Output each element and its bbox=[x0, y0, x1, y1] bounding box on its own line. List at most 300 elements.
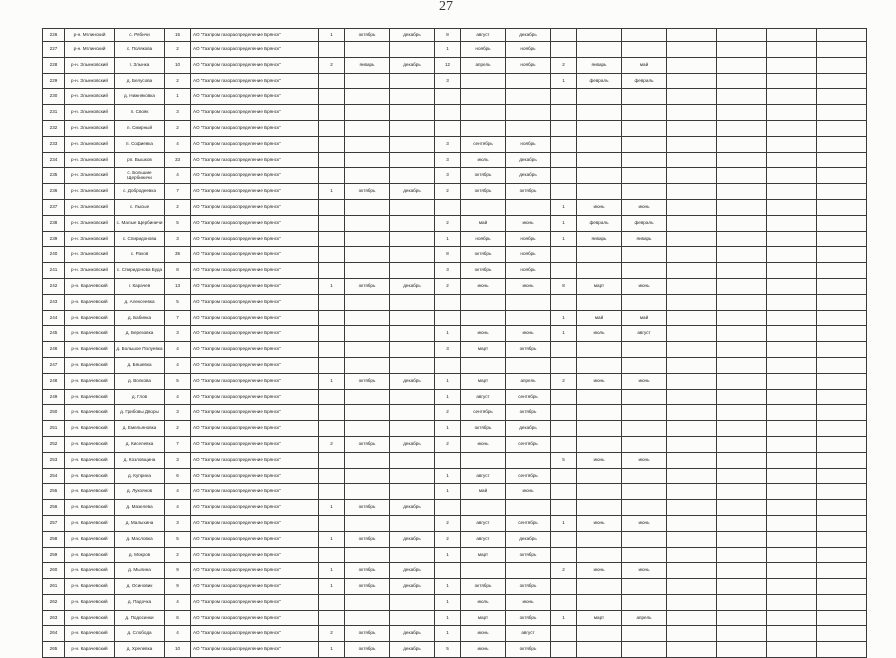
table-cell: май bbox=[461, 484, 506, 500]
table-cell bbox=[345, 515, 390, 531]
table-cell bbox=[390, 310, 435, 326]
table-cell bbox=[345, 263, 390, 279]
table-cell bbox=[577, 405, 622, 421]
table-cell bbox=[667, 326, 717, 342]
table-cell: октябрь bbox=[506, 579, 551, 595]
table-cell: ноябрь bbox=[506, 231, 551, 247]
table-cell: декабрь bbox=[390, 531, 435, 547]
table-cell bbox=[390, 136, 435, 152]
table-cell: 1 bbox=[551, 199, 577, 215]
table-cell bbox=[577, 342, 622, 358]
table-cell bbox=[767, 610, 817, 626]
table-cell: сентябрь bbox=[506, 515, 551, 531]
table-cell: декабрь bbox=[390, 57, 435, 73]
table-cell: п. Софиевка bbox=[115, 136, 165, 152]
table-cell: 2 bbox=[435, 531, 461, 547]
table-cell bbox=[345, 421, 390, 437]
table-cell bbox=[551, 247, 577, 263]
table-cell: февраль bbox=[577, 215, 622, 231]
table-cell bbox=[767, 500, 817, 516]
table-cell bbox=[767, 389, 817, 405]
table-cell bbox=[717, 278, 767, 294]
table-cell: АО "Газпром газораспределение Брянск" bbox=[191, 105, 319, 121]
table-cell bbox=[717, 626, 767, 642]
table-cell: июнь bbox=[622, 373, 667, 389]
table-cell: 33 bbox=[165, 152, 191, 168]
table-cell bbox=[622, 136, 667, 152]
table-cell bbox=[435, 89, 461, 105]
table-cell: 2 bbox=[319, 626, 345, 642]
table-cell: 257 bbox=[43, 515, 65, 531]
table-cell: с. Добродеевка bbox=[115, 184, 165, 200]
table-cell bbox=[817, 436, 867, 452]
table-cell bbox=[817, 168, 867, 184]
table-cell bbox=[622, 389, 667, 405]
table-cell bbox=[390, 152, 435, 168]
table-cell bbox=[345, 294, 390, 310]
table-row bbox=[43, 389, 867, 405]
table-cell bbox=[667, 436, 717, 452]
table-cell bbox=[319, 421, 345, 437]
table-cell: с. Рябичи bbox=[115, 29, 165, 42]
table-cell bbox=[817, 594, 867, 610]
table-cell bbox=[319, 73, 345, 89]
table-cell bbox=[390, 215, 435, 231]
table-cell bbox=[817, 563, 867, 579]
table-cell: 1 bbox=[435, 579, 461, 595]
table-cell bbox=[667, 184, 717, 200]
table-cell: июнь bbox=[461, 436, 506, 452]
table-cell: ноябрь bbox=[506, 247, 551, 263]
table-cell bbox=[717, 373, 767, 389]
table-row bbox=[43, 120, 867, 136]
table-cell: 1 bbox=[551, 610, 577, 626]
table-cell bbox=[319, 468, 345, 484]
table-cell bbox=[717, 579, 767, 595]
table-cell bbox=[551, 531, 577, 547]
table-cell: февраль bbox=[622, 215, 667, 231]
table-cell bbox=[319, 136, 345, 152]
table-cell bbox=[817, 120, 867, 136]
table-cell: июнь bbox=[461, 326, 506, 342]
table-cell: июнь bbox=[461, 626, 506, 642]
table-cell bbox=[319, 515, 345, 531]
table-cell bbox=[667, 642, 717, 658]
table-cell bbox=[577, 152, 622, 168]
table-cell: 1 bbox=[319, 579, 345, 595]
table-cell: р-н. Злынковский bbox=[65, 120, 115, 136]
table-cell bbox=[345, 484, 390, 500]
table-cell: р-н. Злынковский bbox=[65, 231, 115, 247]
table-cell bbox=[551, 642, 577, 658]
table-cell bbox=[390, 405, 435, 421]
table-cell: 265 bbox=[43, 642, 65, 658]
table-cell bbox=[577, 184, 622, 200]
table-cell: октябрь bbox=[461, 168, 506, 184]
table-cell bbox=[345, 342, 390, 358]
table-cell: р-н. Злынковский bbox=[65, 263, 115, 279]
table-cell: октябрь bbox=[345, 500, 390, 516]
table-cell: 1 bbox=[551, 515, 577, 531]
table-cell: 1 bbox=[319, 531, 345, 547]
table-cell: 2 bbox=[551, 373, 577, 389]
table-cell: д. Падочка bbox=[115, 594, 165, 610]
table-cell bbox=[817, 579, 867, 595]
gasification-schedule-table bbox=[42, 28, 867, 658]
table-cell: 256 bbox=[43, 500, 65, 516]
table-cell: октябрь bbox=[506, 642, 551, 658]
table-row bbox=[43, 278, 867, 294]
table-cell bbox=[717, 215, 767, 231]
table-cell bbox=[717, 73, 767, 89]
table-cell: октябрь bbox=[506, 184, 551, 200]
table-cell bbox=[767, 421, 817, 437]
table-cell: АО "Газпром газораспределение Брянск" bbox=[191, 42, 319, 58]
table-cell bbox=[577, 120, 622, 136]
table-row bbox=[43, 136, 867, 152]
table-cell: АО "Газпром газораспределение Брянск" bbox=[191, 563, 319, 579]
table-cell bbox=[622, 342, 667, 358]
table-cell bbox=[319, 247, 345, 263]
table-cell: декабрь bbox=[506, 168, 551, 184]
table-cell: март bbox=[577, 610, 622, 626]
table-cell: 1 bbox=[319, 278, 345, 294]
table-cell bbox=[767, 626, 817, 642]
table-cell: декабрь bbox=[390, 642, 435, 658]
table-cell: июнь bbox=[622, 515, 667, 531]
table-cell: р-н. Злынковский bbox=[65, 73, 115, 89]
table-cell: р-н. Карачевский bbox=[65, 373, 115, 389]
table-cell bbox=[345, 326, 390, 342]
table-cell bbox=[767, 152, 817, 168]
table-cell: АО "Газпром газораспределение Брянск" bbox=[191, 342, 319, 358]
table-cell bbox=[767, 73, 817, 89]
table-cell: 9 bbox=[165, 579, 191, 595]
table-cell bbox=[667, 294, 717, 310]
table-cell bbox=[717, 436, 767, 452]
table-cell: 1 bbox=[551, 215, 577, 231]
table-cell bbox=[551, 421, 577, 437]
table-cell: 232 bbox=[43, 120, 65, 136]
table-cell bbox=[817, 136, 867, 152]
table-cell: п. Смирный bbox=[115, 120, 165, 136]
table-cell: январь bbox=[577, 57, 622, 73]
table-cell: 5 bbox=[551, 452, 577, 468]
table-cell: декабрь bbox=[390, 579, 435, 595]
table-cell bbox=[345, 215, 390, 231]
table-cell: р-н. Карачевский bbox=[65, 468, 115, 484]
table-cell: декабрь bbox=[506, 421, 551, 437]
table-cell bbox=[319, 326, 345, 342]
table-cell: октябрь bbox=[506, 610, 551, 626]
table-cell: АО "Газпром газораспределение Брянск" bbox=[191, 436, 319, 452]
table-cell bbox=[577, 484, 622, 500]
table-cell bbox=[435, 310, 461, 326]
table-cell: октябрь bbox=[461, 579, 506, 595]
table-cell bbox=[319, 610, 345, 626]
table-row bbox=[43, 247, 867, 263]
table-cell: 1 bbox=[435, 389, 461, 405]
table-cell bbox=[717, 594, 767, 610]
table-cell: АО "Газпром газораспределение Брянск" bbox=[191, 357, 319, 373]
table-row bbox=[43, 152, 867, 168]
table-cell bbox=[667, 152, 717, 168]
table-cell bbox=[817, 231, 867, 247]
table-cell: июнь bbox=[622, 563, 667, 579]
table-cell bbox=[345, 310, 390, 326]
table-cell bbox=[390, 168, 435, 184]
table-cell bbox=[319, 342, 345, 358]
table-cell: август bbox=[506, 626, 551, 642]
table-cell: АО "Газпром газораспределение Брянск" bbox=[191, 247, 319, 263]
table-cell bbox=[577, 89, 622, 105]
table-cell bbox=[717, 484, 767, 500]
table-cell: АО "Газпром газораспределение Брянск" bbox=[191, 547, 319, 563]
table-cell bbox=[345, 405, 390, 421]
table-cell bbox=[767, 105, 817, 121]
table-cell: ноябрь bbox=[506, 263, 551, 279]
table-cell: 1 bbox=[165, 89, 191, 105]
table-cell bbox=[667, 531, 717, 547]
table-cell: АО "Газпром газораспределение Брянск" bbox=[191, 168, 319, 184]
table-cell: д. Глов bbox=[115, 389, 165, 405]
table-cell: август bbox=[461, 531, 506, 547]
table-cell bbox=[817, 73, 867, 89]
table-cell bbox=[717, 310, 767, 326]
table-cell bbox=[577, 468, 622, 484]
table-cell bbox=[577, 136, 622, 152]
table-cell: декабрь bbox=[390, 626, 435, 642]
table-cell: март bbox=[461, 610, 506, 626]
table-cell: 2 bbox=[435, 215, 461, 231]
table-cell bbox=[817, 152, 867, 168]
table-cell: 2 bbox=[165, 73, 191, 89]
table-cell: р-н. Мглинский bbox=[65, 29, 115, 42]
table-cell: АО "Газпром газораспределение Брянск" bbox=[191, 484, 319, 500]
table-cell bbox=[667, 626, 717, 642]
table-cell bbox=[717, 326, 767, 342]
table-cell bbox=[767, 278, 817, 294]
table-cell bbox=[622, 247, 667, 263]
table-cell bbox=[319, 547, 345, 563]
table-cell bbox=[319, 263, 345, 279]
table-cell: д. Козловщина bbox=[115, 452, 165, 468]
table-cell bbox=[667, 468, 717, 484]
table-cell: декабрь bbox=[390, 563, 435, 579]
table-cell: 254 bbox=[43, 468, 65, 484]
table-cell: 6 bbox=[165, 468, 191, 484]
table-cell bbox=[577, 263, 622, 279]
table-cell bbox=[551, 168, 577, 184]
table-cell bbox=[319, 405, 345, 421]
table-row bbox=[43, 168, 867, 184]
table-cell: 1 bbox=[435, 373, 461, 389]
table-cell: июль bbox=[577, 326, 622, 342]
table-cell bbox=[319, 120, 345, 136]
table-row bbox=[43, 373, 867, 389]
table-cell: 3 bbox=[435, 342, 461, 358]
table-cell bbox=[767, 468, 817, 484]
table-cell bbox=[390, 263, 435, 279]
table-cell: АО "Газпром газораспределение Брянск" bbox=[191, 642, 319, 658]
table-cell bbox=[817, 278, 867, 294]
table-cell bbox=[551, 436, 577, 452]
table-cell bbox=[390, 199, 435, 215]
table-cell: р-н. Карачевский bbox=[65, 389, 115, 405]
table-cell bbox=[622, 642, 667, 658]
table-cell bbox=[667, 610, 717, 626]
table-row bbox=[43, 626, 867, 642]
table-row bbox=[43, 436, 867, 452]
table-cell bbox=[717, 168, 767, 184]
table-cell bbox=[622, 120, 667, 136]
table-cell bbox=[667, 310, 717, 326]
table-cell bbox=[461, 500, 506, 516]
table-cell: д. Большое Полуевка bbox=[115, 342, 165, 358]
table-cell: декабрь bbox=[390, 373, 435, 389]
table-cell bbox=[319, 389, 345, 405]
table-cell: р-н. Злынковский bbox=[65, 199, 115, 215]
table-cell bbox=[435, 452, 461, 468]
table-cell: п. Свояк bbox=[115, 105, 165, 121]
table-cell: 9 bbox=[165, 563, 191, 579]
table-cell: 1 bbox=[319, 373, 345, 389]
table-cell: 5 bbox=[165, 373, 191, 389]
table-cell bbox=[577, 531, 622, 547]
table-cell: 229 bbox=[43, 73, 65, 89]
table-cell bbox=[435, 500, 461, 516]
table-cell: АО "Газпром газораспределение Брянск" bbox=[191, 89, 319, 105]
table-cell bbox=[345, 168, 390, 184]
table-cell: р-н. Карачевский bbox=[65, 500, 115, 516]
table-cell: 5 bbox=[435, 642, 461, 658]
table-cell: 1 bbox=[319, 29, 345, 42]
table-cell: АО "Газпром газораспределение Брянск" bbox=[191, 57, 319, 73]
table-cell: 245 bbox=[43, 326, 65, 342]
table-cell bbox=[817, 642, 867, 658]
table-cell bbox=[345, 247, 390, 263]
table-cell bbox=[767, 357, 817, 373]
table-cell: май bbox=[461, 215, 506, 231]
table-cell: октябрь bbox=[345, 531, 390, 547]
table-cell bbox=[767, 436, 817, 452]
table-cell bbox=[717, 105, 767, 121]
table-cell: 262 bbox=[43, 594, 65, 610]
table-cell bbox=[817, 89, 867, 105]
table-cell: 1 bbox=[435, 42, 461, 58]
table-cell: 1 bbox=[435, 421, 461, 437]
table-cell bbox=[435, 357, 461, 373]
table-cell bbox=[817, 294, 867, 310]
table-cell bbox=[551, 579, 577, 595]
table-cell: 226 bbox=[43, 29, 65, 42]
table-cell: с. Спиридонова bbox=[115, 231, 165, 247]
table-cell bbox=[506, 563, 551, 579]
table-cell: д. Бабинка bbox=[115, 310, 165, 326]
table-cell: р-н. Карачевский bbox=[65, 531, 115, 547]
table-cell: 248 bbox=[43, 373, 65, 389]
table-cell bbox=[717, 263, 767, 279]
table-cell bbox=[345, 357, 390, 373]
table-cell bbox=[817, 373, 867, 389]
table-cell: 2 bbox=[551, 563, 577, 579]
table-cell bbox=[551, 42, 577, 58]
table-cell bbox=[667, 29, 717, 42]
table-cell: р-н. Карачевский bbox=[65, 278, 115, 294]
table-cell bbox=[577, 105, 622, 121]
table-row bbox=[43, 500, 867, 516]
table-cell: июнь bbox=[622, 278, 667, 294]
table-cell: август bbox=[622, 326, 667, 342]
table-cell: д. Березовка bbox=[115, 326, 165, 342]
table-cell: АО "Газпром газораспределение Брянск" bbox=[191, 120, 319, 136]
table-cell bbox=[667, 57, 717, 73]
table-cell: 8 bbox=[165, 263, 191, 279]
table-cell bbox=[667, 199, 717, 215]
table-cell bbox=[551, 405, 577, 421]
table-cell: р-н. Карачевский bbox=[65, 342, 115, 358]
table-cell bbox=[817, 326, 867, 342]
table-cell: 8 bbox=[435, 29, 461, 42]
table-cell: р-н. Злынковский bbox=[65, 168, 115, 184]
table-row bbox=[43, 579, 867, 595]
table-cell bbox=[767, 184, 817, 200]
table-cell: октябрь bbox=[345, 642, 390, 658]
table-cell: 12 bbox=[435, 57, 461, 73]
table-cell bbox=[817, 468, 867, 484]
table-cell: январь bbox=[345, 57, 390, 73]
table-cell bbox=[817, 626, 867, 642]
table-row bbox=[43, 452, 867, 468]
table-cell bbox=[717, 294, 767, 310]
table-cell: 1 bbox=[435, 626, 461, 642]
table-cell: 5 bbox=[165, 294, 191, 310]
table-cell: июнь bbox=[461, 278, 506, 294]
table-cell bbox=[345, 594, 390, 610]
table-cell: рп. Вышков bbox=[115, 152, 165, 168]
table-cell: р-н. Карачевский bbox=[65, 484, 115, 500]
table-cell: декабрь bbox=[390, 278, 435, 294]
table-cell: р-н. Карачевский bbox=[65, 357, 115, 373]
table-cell: АО "Газпром газораспределение Брянск" bbox=[191, 136, 319, 152]
table-cell: д. Малыхина bbox=[115, 515, 165, 531]
table-cell bbox=[717, 389, 767, 405]
table-cell bbox=[577, 294, 622, 310]
table-cell: р-н. Карачевский bbox=[65, 547, 115, 563]
table-cell bbox=[506, 199, 551, 215]
table-cell: сентябрь bbox=[506, 436, 551, 452]
table-cell: д. Мылина bbox=[115, 563, 165, 579]
table-cell bbox=[622, 168, 667, 184]
table-cell: р-н. Злынковский bbox=[65, 184, 115, 200]
table-cell: июнь bbox=[622, 452, 667, 468]
table-cell bbox=[717, 29, 767, 42]
table-cell: р-н. Карачевский bbox=[65, 452, 115, 468]
table-cell: 4 bbox=[165, 342, 191, 358]
table-cell bbox=[622, 421, 667, 437]
table-cell: 15 bbox=[165, 29, 191, 42]
table-cell bbox=[345, 452, 390, 468]
table-cell: АО "Газпром газораспределение Брянск" bbox=[191, 278, 319, 294]
table-cell: 2 bbox=[165, 199, 191, 215]
table-cell bbox=[345, 136, 390, 152]
table-cell bbox=[390, 120, 435, 136]
table-cell bbox=[461, 120, 506, 136]
table-cell: д. Мазелева bbox=[115, 500, 165, 516]
table-cell: 3 bbox=[435, 73, 461, 89]
table-cell bbox=[717, 199, 767, 215]
table-cell: д. Лукоянов bbox=[115, 484, 165, 500]
